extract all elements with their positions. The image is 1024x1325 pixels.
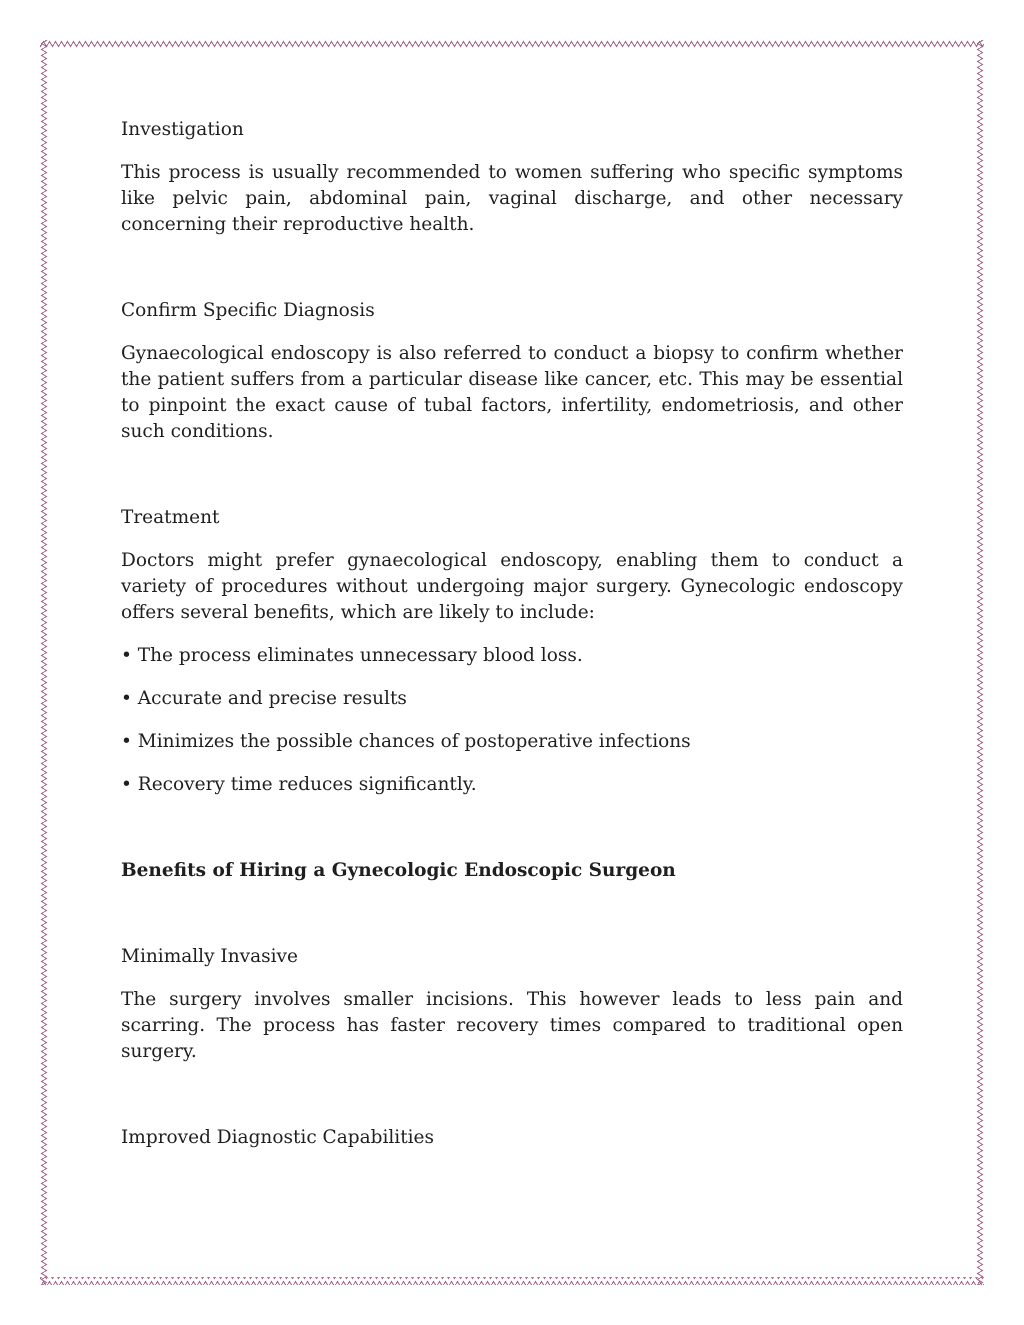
heading-improved-diagnostic: Improved Diagnostic Capabilities: [121, 1127, 435, 1148]
border-top: [40, 40, 984, 48]
list-item: • The process eliminates unnecessary blood loss.: [121, 645, 583, 666]
heading-confirm-diagnosis: Confirm Specific Diagnosis: [121, 300, 375, 321]
paragraph-confirm-diagnosis: Gynaecological endoscopy is also referred to conduct a biopsy to confirm whether the patient suffers from a particular disease like cancer, etc. This may be essential to pinpoint the exact cause of tubal factors, infertility, endometriosis, and other such conditions.: [121, 343, 903, 442]
paragraph-treatment: Doctors might prefer gynaecological endoscopy, enabling them to conduct a variety of procedures without undergoing major surgery. Gynecologic endoscopy offers several benefits, which are likely to include:: [121, 550, 903, 623]
heading-minimally-invasive: Minimally Invasive: [121, 946, 298, 967]
paragraph-investigation: This process is usually recommended to women suffering who specific symptoms like pelvic pain, abdominal pain, vaginal discharge, and other necessary concerning their reproductive health.: [121, 162, 903, 235]
border-left: [40, 40, 48, 1285]
heading-treatment: Treatment: [121, 507, 220, 528]
heading-investigation: Investigation: [121, 119, 244, 140]
heading-benefits: Benefits of Hiring a Gynecologic Endoscopic Surgeon: [121, 860, 676, 881]
list-item: • Accurate and precise results: [121, 688, 407, 709]
document-body: [121, 117, 903, 1151]
border-right: [976, 40, 984, 1285]
list-item: • Recovery time reduces significantly.: [121, 774, 477, 795]
list-item: • Minimizes the possible chances of postoperative infections: [121, 731, 691, 752]
border-bottom: [40, 1277, 984, 1285]
paragraph-minimally-invasive: The surgery involves smaller incisions. This however leads to less pain and scarring. The process has faster recovery times compared to traditional open surgery.: [121, 989, 903, 1062]
